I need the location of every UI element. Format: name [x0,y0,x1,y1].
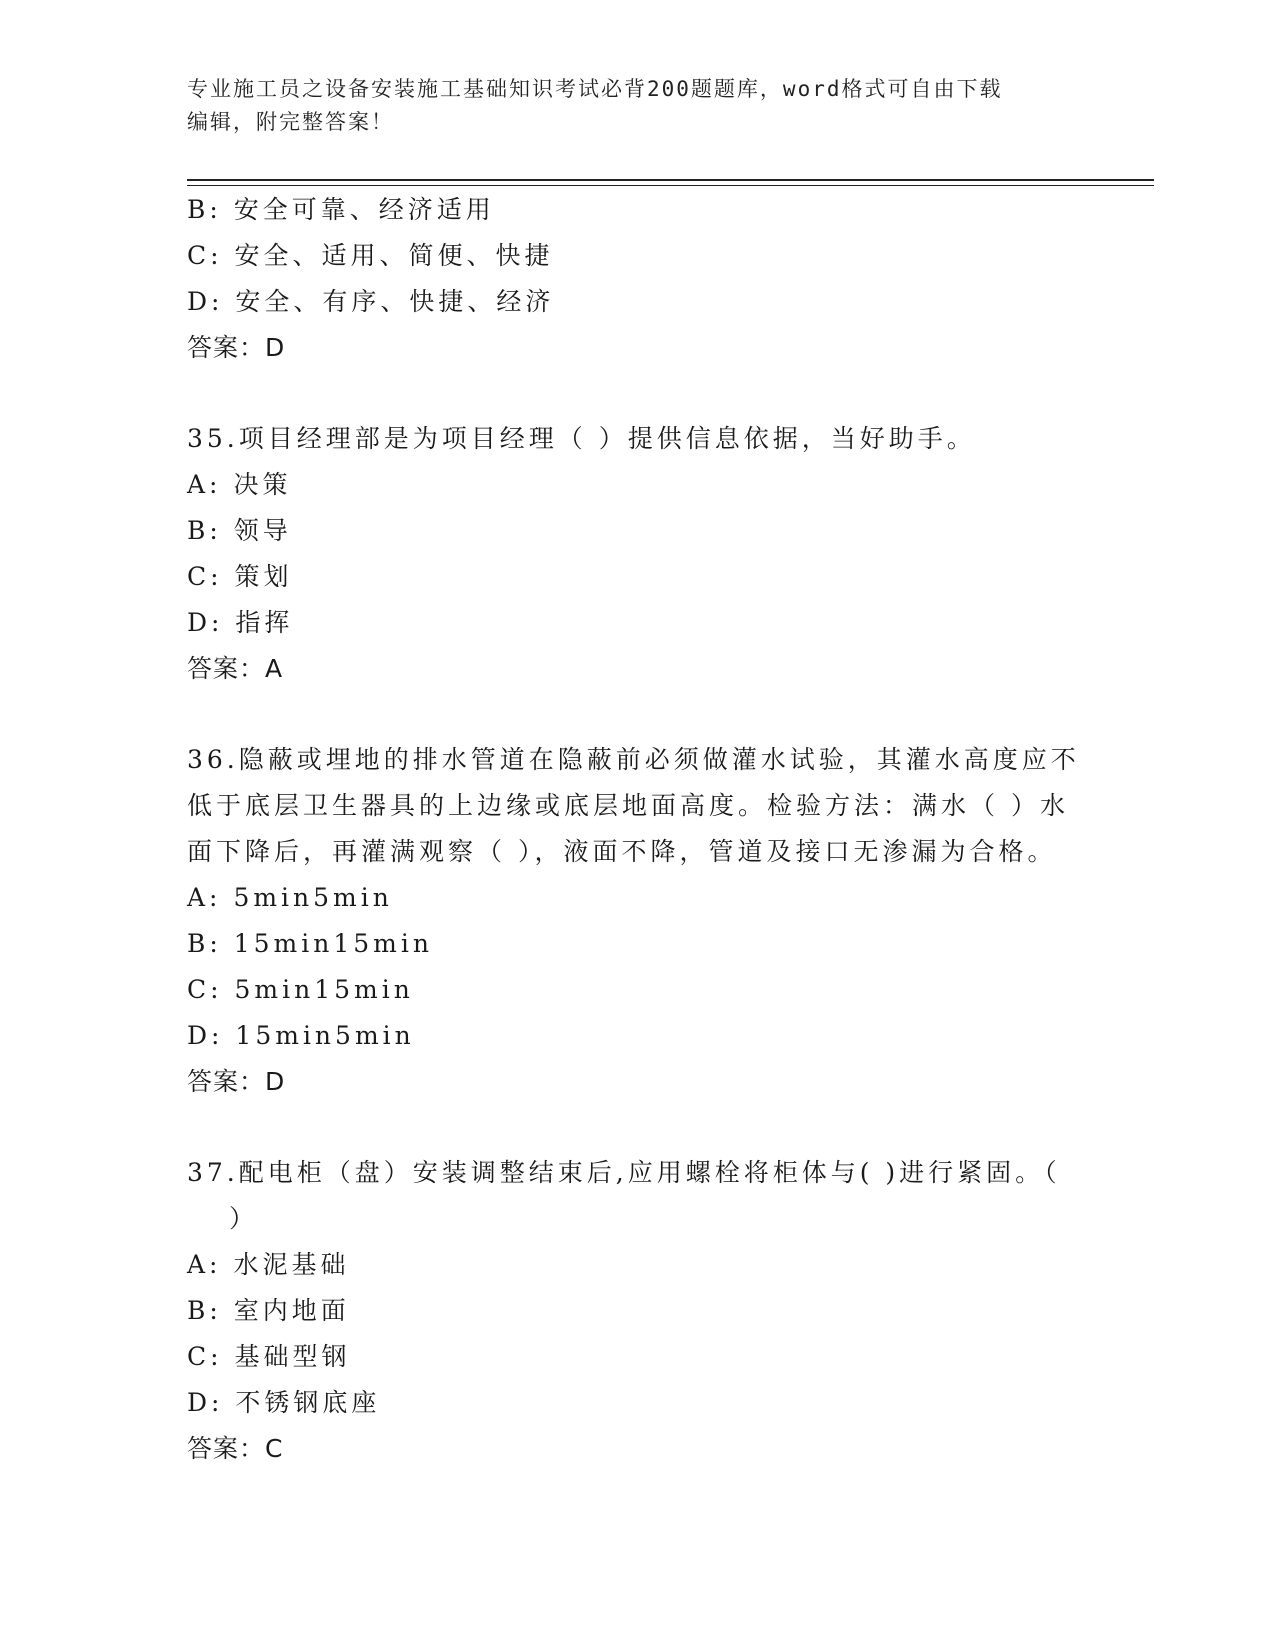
header-divider-thin [187,185,1154,186]
document-header [187,73,1087,139]
question-text-line-2: 低于底层卫生器具的上边缘或底层地面高度。检验方法：满水（ ）水 [187,791,1069,820]
option-b: B: 安全可靠、经济适用 [187,195,495,224]
question-list [187,187,1087,1472]
answer: 答案：D [187,333,286,362]
question-text-line-1: 37.配电柜（盘）安装调整结束后,应用螺栓将柜体与( )进行紧固。（ [187,1158,1061,1187]
option-b: B: 15min15min [187,929,433,958]
option-c: C: 5min15min [187,975,414,1004]
question-36 [187,737,1087,1105]
answer: 答案：A [187,654,284,683]
header-line-1: 专业施工员之设备安装施工基础知识考试必背200题题库，word格式可自由下载 [187,77,1003,101]
option-d: D: 15min5min [187,1021,415,1050]
option-a: A: 决策 [187,470,292,499]
option-d: D: 安全、有序、快捷、经济 [187,287,555,316]
answer: 答案：C [187,1434,284,1463]
option-b: B: 室内地面 [187,1296,350,1325]
question-35 [187,416,1087,692]
option-a: A: 5min5min [187,883,393,912]
question-37 [187,1150,1087,1472]
question-34-continued [187,187,1087,371]
option-a: A: 水泥基础 [187,1250,350,1279]
header-line-2: 编辑，附完整答案！ [187,110,394,134]
question-text-line-2: ） [229,1204,259,1233]
option-c: C: 基础型钢 [187,1342,351,1371]
option-d: D: 指挥 [187,608,294,637]
header-divider-thick [187,179,1154,181]
option-d: D: 不锈钢底座 [187,1388,381,1417]
option-b: B: 领导 [187,516,292,545]
answer: 答案：D [187,1067,286,1096]
option-c: C: 安全、适用、简便、快捷 [187,241,554,270]
option-c: C: 策划 [187,562,293,591]
question-text-line-3: 面下降后，再灌满观察（ ），液面不降，管道及接口无渗漏为合格。 [187,837,1057,866]
question-text-line-1: 36.隐蔽或埋地的排水管道在隐蔽前必须做灌水试验，其灌水高度应不 [187,745,1080,774]
question-text: 35.项目经理部是为项目经理（ ）提供信息依据，当好助手。 [187,424,976,453]
